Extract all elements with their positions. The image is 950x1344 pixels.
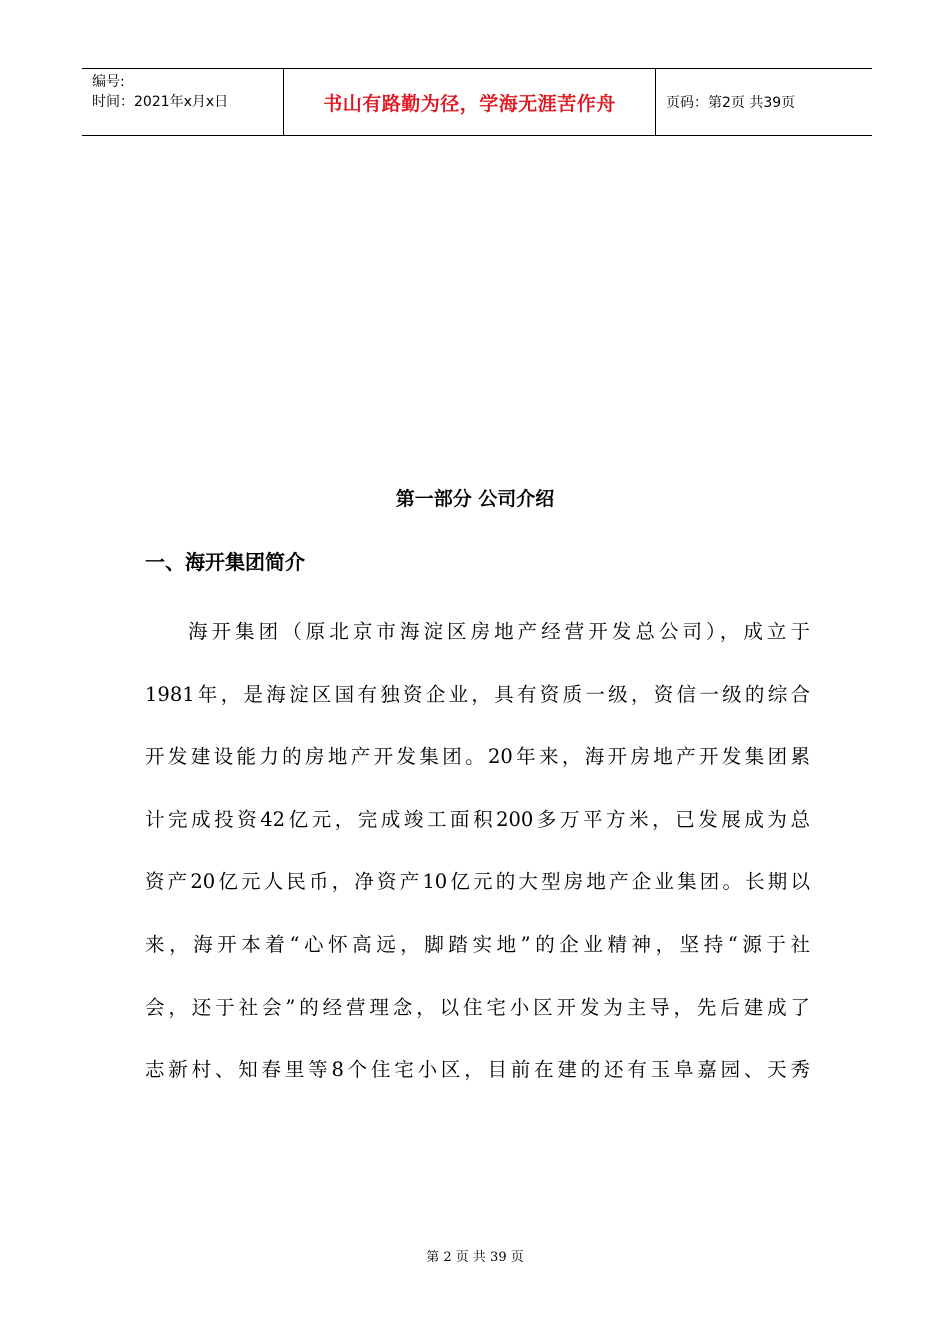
body-line: 会，还于社会”的经营理念，以住宅小区开发为主导，先后建成了 (145, 995, 810, 1019)
body-line: 资产20亿元人民币，净资产10亿元的大型房地产企业集团。长期以 (145, 870, 810, 894)
body-line: 1981年，是海淀区国有独资企业，具有资质一级，资信一级的综合 (145, 682, 810, 706)
body-line: 开发建设能力的房地产开发集团。20年来，海开房地产开发集团累 (145, 745, 810, 769)
part-title: 第一部分 公司介绍 (395, 488, 555, 510)
document-time-label: 时间：2021年x月x日 (92, 94, 229, 110)
body-line: 志新村、知春里等8个住宅小区，目前在建的还有玉阜嘉园、天秀 (145, 1058, 810, 1082)
section-title: 一、海开集团简介 (145, 550, 305, 574)
page-footer: 第 2 页 共 39 页 (426, 1250, 524, 1265)
body-paragraph (145, 601, 810, 1102)
header-motto: 书山有路勤为径，学海无涯苦作舟 (284, 69, 656, 135)
body-line: 来，海开本着“心怀高远，脚踏实地”的企业精神，坚持“源于社 (145, 932, 810, 956)
body-line: 计完成投资42亿元，完成竣工面积200多万平方米，已发展成为总 (145, 807, 810, 831)
body-line: 海开集团（原北京市海淀区房地产经营开发总公司），成立于 (188, 620, 810, 643)
document-number-label: 编号: (92, 74, 125, 90)
header-page-info: 页码：第2页 共39页 (666, 95, 796, 111)
page-header (82, 68, 872, 136)
header-meta (82, 69, 284, 135)
